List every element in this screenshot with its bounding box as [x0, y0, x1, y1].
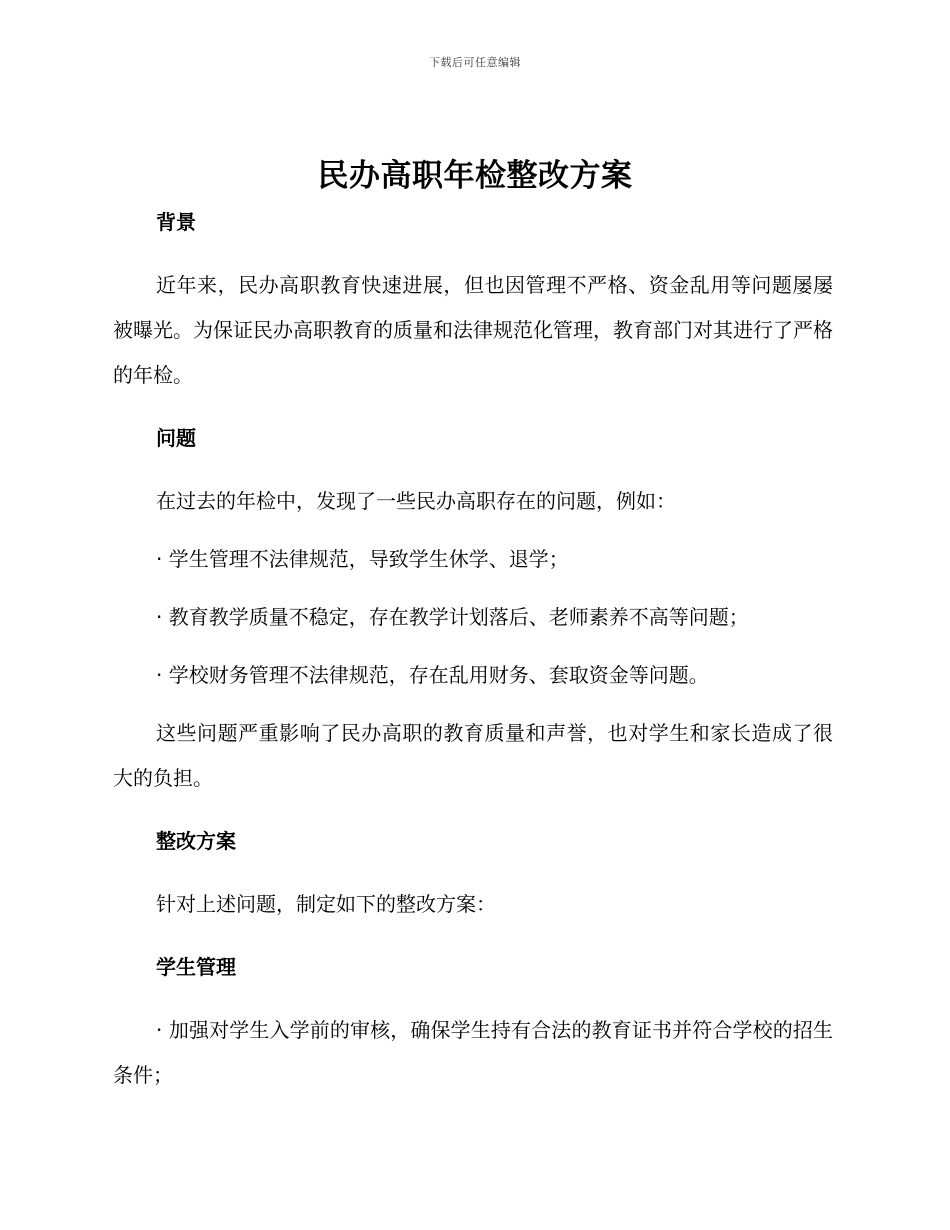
problem-item: · 学生管理不法律规范，导致学生休学、退学；: [156, 547, 569, 571]
header-note: 下载后可任意编辑: [429, 56, 521, 69]
problems-conclusion: 这些问题严重影响了民办高职的教育质量和声誉，也对学生和家长造成了很大的负担。: [113, 721, 833, 790]
plan-intro: 针对上述问题，制定如下的整改方案：: [156, 892, 496, 916]
problem-item: · 学校财务管理不法律规范，存在乱用财务、套取资金等问题。: [156, 663, 709, 687]
problem-item: · 教育教学质量不稳定，存在教学计划落后、老师素养不高等问题；: [156, 605, 749, 629]
section-heading-plan: 整改方案: [156, 829, 236, 853]
background-paragraph: 近年来，民办高职教育快速进展，但也因管理不严格、资金乱用等问题屡屡被曝光。为保证民办高职教育的质量和法律规范化管理，教育部门对其进行了严格的年检。: [113, 273, 833, 387]
problems-intro: 在过去的年检中，发现了一些民办高职存在的问题，例如：: [156, 489, 676, 513]
document-body: [113, 206, 833, 1098]
document-title: 民办高职年检整改方案: [317, 158, 633, 194]
section-heading-background: 背景: [156, 210, 196, 234]
section-heading-problems: 问题: [156, 426, 196, 450]
section-heading-student-management: 学生管理: [156, 955, 236, 979]
student-management-item: · 加强对学生入学前的审核，确保学生持有合法的教育证书并符合学校的招生条件；: [113, 1018, 833, 1087]
